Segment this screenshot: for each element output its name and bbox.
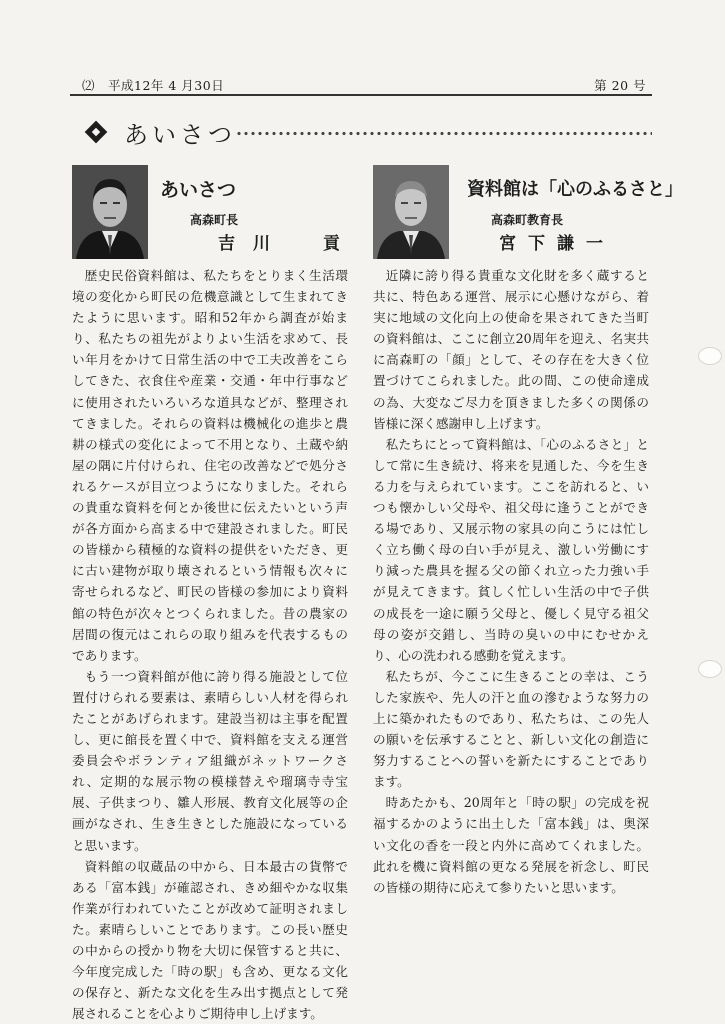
portrait-photo bbox=[72, 165, 148, 259]
binder-hole bbox=[698, 347, 722, 365]
issue-date: ⑵ 平成12年 4 月30日 bbox=[82, 78, 225, 93]
author-role: 高森町長 bbox=[190, 213, 239, 227]
article-superintendent bbox=[373, 165, 683, 898]
issue-number: 第 20 号 bbox=[594, 78, 646, 93]
header-rule bbox=[70, 94, 652, 96]
page-header bbox=[70, 74, 652, 94]
article-body bbox=[373, 265, 649, 898]
binder-hole bbox=[698, 660, 722, 678]
body-paragraph: 私たちが、今ここに生きることの幸は、こうした家族や、先人の汗と血の滲むような努力の上に築かれたものであり、私たちは、この先人の願いを伝承することと、新しい文化の創造に努力することへの誓いを新たにすることであります。 bbox=[373, 668, 649, 790]
article-mayor bbox=[72, 165, 358, 1024]
body-paragraph: 資料館の収蔵品の中から、日本最古の貨幣である「富本銭」が確認され、きめ細やかな収集作業が行われていたことが改めて証明されました。素晴らしいことであります。この長い歴史の中からの授かり物を大切に保管すると共に、今年度完成した「時の駅」も含め、更なる文化の保存と、新たな文化を生み出す拠点として発展されることを心よりご期待申し上げます。 bbox=[72, 858, 348, 1022]
article-title: 資料館は「心のふるさと」 bbox=[467, 179, 683, 200]
ornament-rule bbox=[236, 131, 652, 136]
article-body bbox=[72, 265, 348, 1024]
author-name: 宮下謙一 bbox=[499, 234, 615, 254]
author-role: 高森町教育長 bbox=[491, 213, 564, 227]
section-title: あいさつ bbox=[124, 121, 236, 149]
section-heading bbox=[84, 118, 654, 150]
body-paragraph: 私たちにとって資料館は、「心のふるさと」として常に生き続け、将来を見通した、今を生きる力を与えられています。ここを訪れると、いつも懐かしい父母や、祖父母に逢うことができる場であり、又展示物の家具の向こうには忙しく立ち働く母の白い手が見え、激しい労働にすり減った農具を握る父の節くれ立った力強い手が見えてきます。貧しく忙しい生活の中で子供の成長を一途に願う父母と、優しく見守る祖父母の姿が交錯し、当時の臭いの中にむせかえり、心の洗われる感動を覚えます。 bbox=[373, 436, 649, 663]
body-paragraph: 時あたかも、20周年と「時の駅」の完成を祝福するかのように出土した「富本銭」は、奥深い文化の香を一段と内外に高めてくれました。此れを機に資料館の更なる発展を祈念し、町民の皆様の期待に応えて参りたいと思います。 bbox=[373, 795, 649, 895]
body-paragraph: 近隣に誇り得る貴重な文化財を多く蔵すると共に、特色ある運営、展示に心懸けながら、着実に地域の文化向上の使命を果されてきた当町の資料館は、ここに創立20周年を迎え、名実共に高森町の「顔」として、その存在を大きく位置づけてこられました。此の間、この使命達成の為、大変なご尽力を頂きました多くの関係の皆様に深く感謝申し上げます。 bbox=[373, 268, 649, 431]
author-block bbox=[72, 165, 358, 261]
portrait-photo bbox=[373, 165, 449, 259]
body-paragraph: 歴史民俗資料館は、私たちをとりまく生活環境の変化から町民の危機意識として生まれてきたように思います。昭和52年から調査が始まり、私たちの祖先がよりよい生活を求めて、長い年月をかけて日常生活の中で工夫改善をこらしてきた、衣食住や産業・交通・年中行事などに使用されたいろいろな道具などが、整理されてきました。それらの資料は機械化の進歩と農耕の様式の変化によって不用となり、土蔵や納屋の隅に片付けられ、住宅の改善などで処分されるケースが目立つようになりました。それらの貴重な資料を何とか後世に伝えたいという声が各方面から高まる中で建設されました。町民の皆様から積極的な資料の提供をいただき、更に古い建物が取り壊されるという情報も次々に寄せられるなど、町民の皆様の参加により資料館の特色が次々とつくられました。昔の農家の居間の復元はこれらの取り組みを代表するものであります。 bbox=[72, 268, 348, 663]
body-paragraph: もう一つ資料館が他に誇り得る施設として位置付けられる要素は、素晴らしい人材を得られたことがあげられます。建設当初は主事を配置し、更に館長を置く中で、資料館を支える運営委員会やボランティア組織がネットワークされ、定期的な展示物の模様替えや瑠璃寺寺宝展、子供まつり、雛人形展、教育文化展等の企画がなされ、生き生きとした施設になっていると思います。 bbox=[72, 668, 348, 853]
author-name: 吉川 貢 bbox=[218, 234, 358, 254]
diamond-icon bbox=[85, 121, 108, 144]
author-block bbox=[373, 165, 683, 261]
article-title: あいさつ bbox=[160, 179, 237, 201]
